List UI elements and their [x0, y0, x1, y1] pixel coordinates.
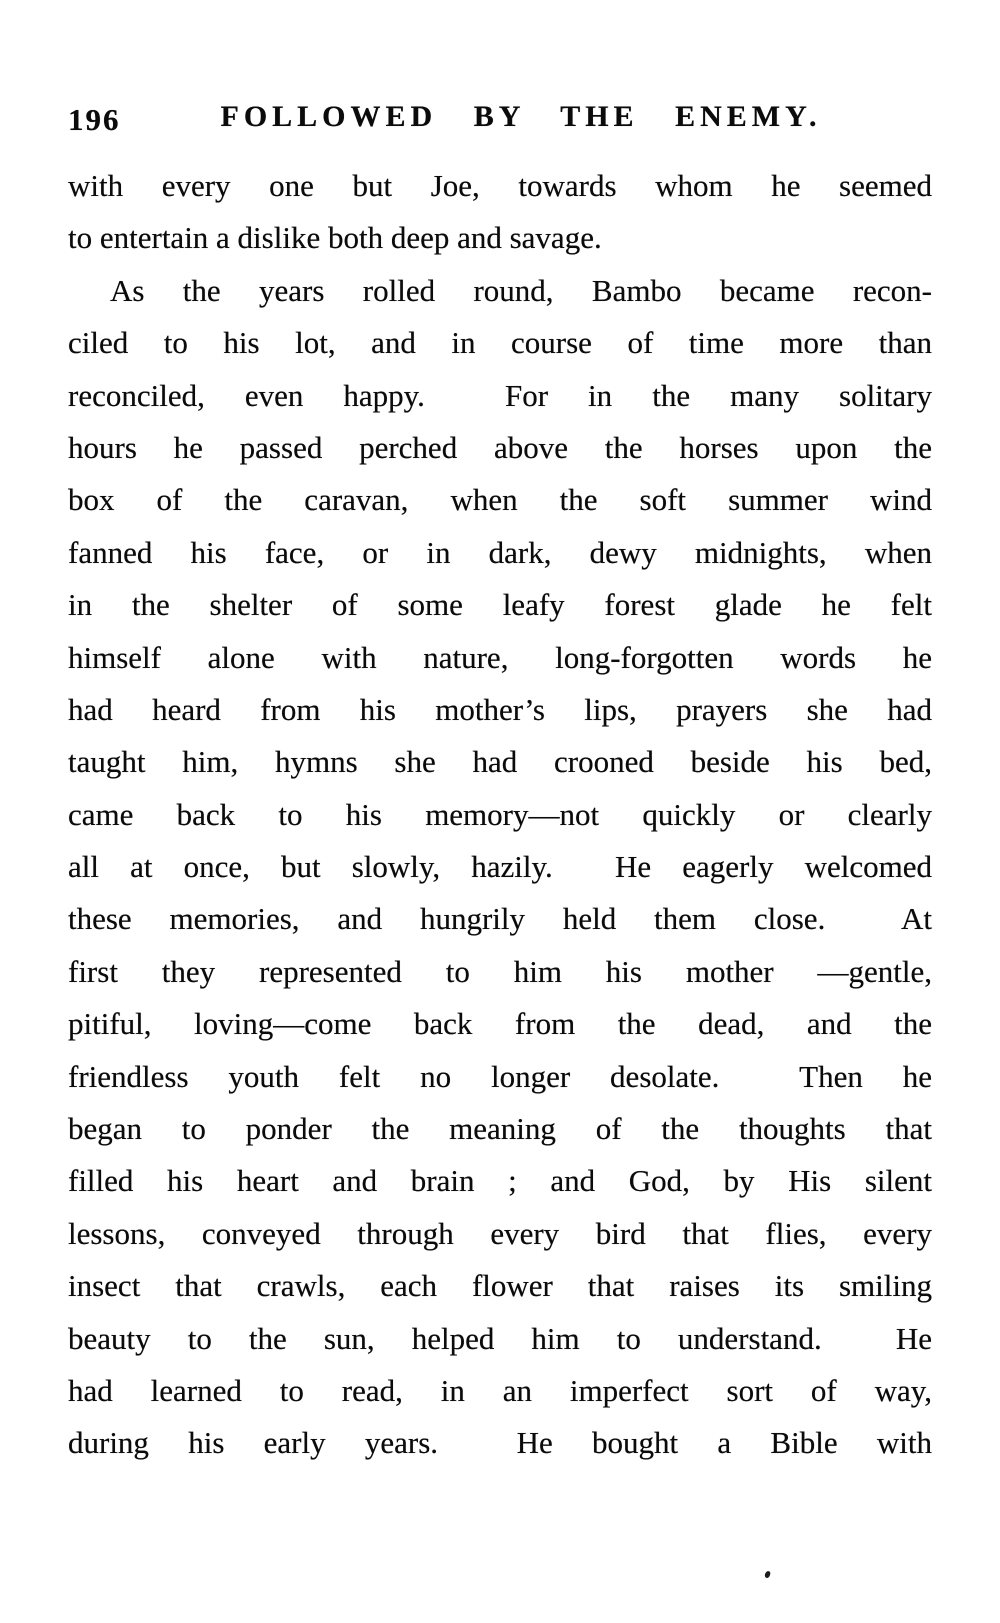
- text-line: friendless youth felt no longer desolate. Then he: [68, 1058, 932, 1094]
- text-line: these memories, and hungrily held them close. At: [68, 901, 932, 937]
- running-header: [68, 100, 932, 142]
- text-line: in the shelter of some leafy forest glade he felt: [68, 587, 932, 623]
- body-text-block: [68, 160, 932, 1470]
- text-line: filled his heart and brain ; and God, by His silent: [68, 1163, 932, 1199]
- text-line: all at once, but slowly, hazily. He eagerly welcomed: [68, 849, 932, 885]
- text-line-paragraph-start: As the years rolled round, Bambo became recon-: [110, 272, 932, 308]
- text-line: himself alone with nature, long-forgotten words he: [68, 639, 932, 675]
- text-line: beauty to the sun, helped him to understand. He: [68, 1320, 932, 1356]
- text-line: to entertain a dislike both deep and savage.: [68, 220, 602, 256]
- text-line: hours he passed perched above the horses upon the: [68, 429, 932, 465]
- chapter-running-title: FOLLOWED BY THE ENEMY.: [220, 100, 822, 133]
- text-line: had learned to read, in an imperfect sort of way,: [68, 1372, 932, 1408]
- page-number: 196: [68, 102, 121, 137]
- text-line: began to ponder the meaning of the thoughts that: [68, 1111, 932, 1147]
- text-line: ciled to his lot, and in course of time more than: [68, 325, 932, 361]
- text-line: first they represented to him his mother —gentle,: [68, 953, 932, 989]
- ink-speck: [764, 1570, 771, 1578]
- text-line: box of the caravan, when the soft summer wind: [68, 482, 932, 518]
- text-line: reconciled, even happy. For in the many solitary: [68, 377, 932, 413]
- text-line: lessons, conveyed through every bird that flies, every: [68, 1215, 932, 1251]
- text-line: came back to his memory—not quickly or clearly: [68, 796, 932, 832]
- text-line: pitiful, loving—come back from the dead, and the: [68, 1006, 932, 1042]
- text-line: during his early years. He bought a Bible with: [68, 1425, 932, 1461]
- text-line: with every one but Joe, towards whom he seemed: [68, 168, 932, 203]
- text-line: taught him, hymns she had crooned beside his bed,: [68, 744, 932, 780]
- text-line: had heard from his mother’s lips, prayers she had: [68, 691, 932, 727]
- text-line: insect that crawls, each flower that raises its smiling: [68, 1268, 932, 1304]
- text-line: fanned his face, or in dark, dewy midnights, when: [68, 534, 932, 570]
